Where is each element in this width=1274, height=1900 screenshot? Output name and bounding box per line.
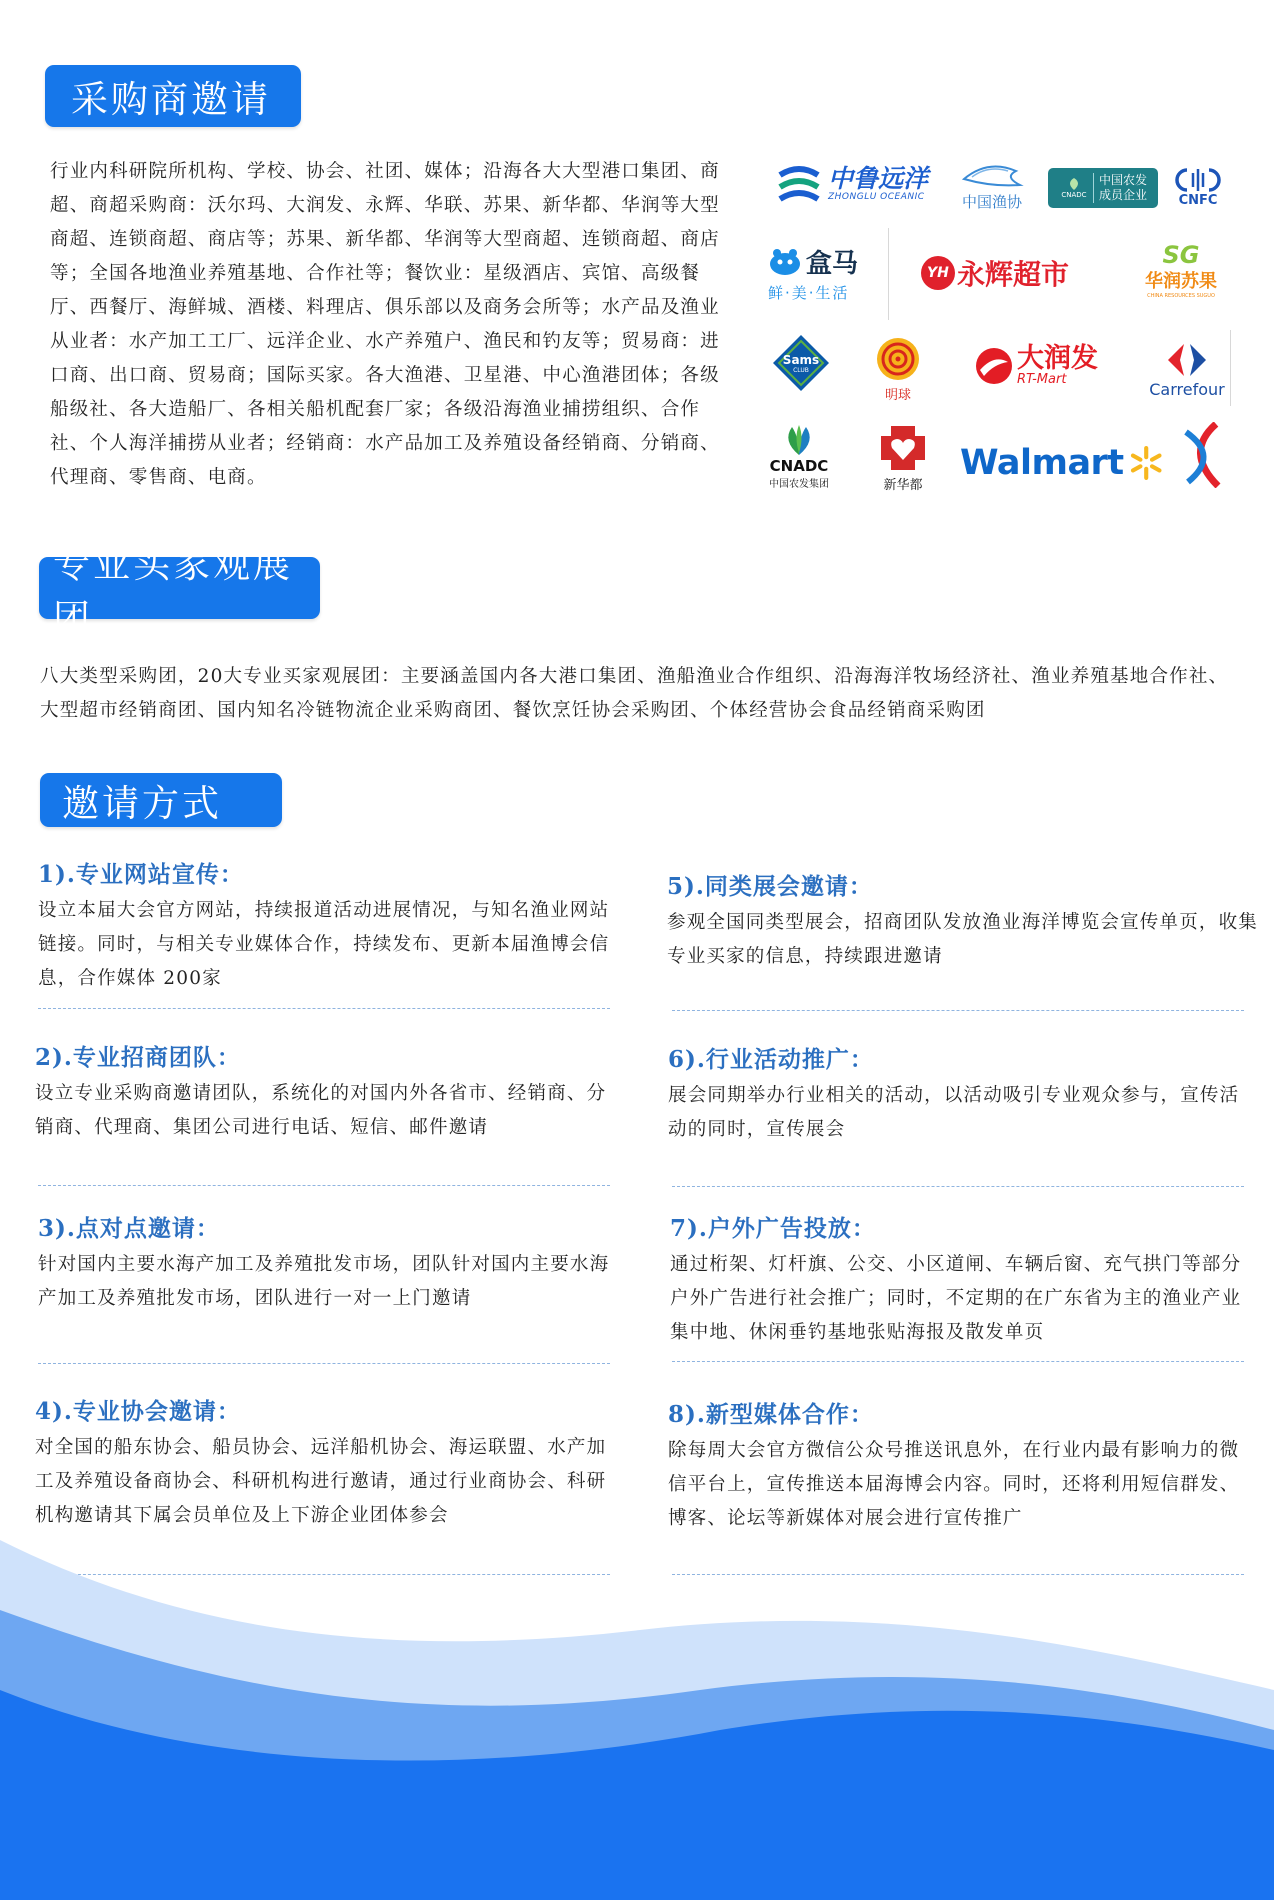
- zhonglu-oceanic-logo: [766, 158, 938, 210]
- method-text: 对全国的船东协会、船员协会、远洋船机协会、海运联盟、水产加工及养殖设备商协会、科研机构进行邀请，通过行业商协会、科研机构邀请其下属会员单位及上下游企业团体参会: [35, 1437, 607, 1526]
- logo-divider: [888, 228, 889, 320]
- method-title: 6).行业活动推广：: [668, 1046, 874, 1073]
- carrefour-logo: [1146, 334, 1228, 404]
- logo-name: CNFC: [1178, 192, 1218, 208]
- divider: [672, 1361, 1244, 1362]
- divider: [672, 1186, 1244, 1187]
- logo-name: 永辉超市: [956, 258, 1069, 291]
- method-item-4: [35, 1397, 615, 1533]
- section-header-invitation-methods: [40, 773, 282, 827]
- method-title: 2).专业招商团队：: [35, 1044, 241, 1071]
- xinhuadu-logo: [872, 422, 934, 494]
- method-title: 5).同类展会邀请：: [667, 873, 873, 900]
- method-title: 8).新型媒体合作：: [668, 1401, 874, 1428]
- method-title: 3).点对点邀请：: [38, 1215, 220, 1242]
- buyer-paragraph: 行业内科研院所机构、学校、协会、社团、媒体；沿海各大大型港口集团、商超、商超采购商：沃尔玛、大润发、永辉、华联、苏果、新华都、华润等大型商超、连锁商超、商店等；苏果、新华都、华润等大型商超、连锁商超、商店等；全国各地渔业养殖基地、合作社等；餐饮业：星级酒店、宾馆、高级餐厅、西餐厅、海鲜城、酒楼、料理店、俱乐部以及商务会所等；水产品及渔业从业者：水产加工工厂、远洋企业、水产养殖户、渔民和钓友等；贸易商：进口商、出口商、贸易商；国际买家。各大渔港、卫星港、中心渔港团体；各级船级社、各大造船厂、各相关船机配套厂家；各级沿海渔业捕捞组织、合作社、个人海洋捕捞从业者；经销商：水产品加工及养殖设备经销商、分销商、代理商、零售商、电商。: [50, 161, 720, 488]
- logo-sub: RT-Mart: [1017, 372, 1067, 387]
- mingqiu-logo: [870, 334, 926, 404]
- logo-name: 中国渔协: [961, 192, 1022, 211]
- logo-name: 明球: [884, 387, 911, 403]
- method-text: 展会同期举办行业相关的活动，以活动吸引专业观众参与，宣传活动的同时，宣传展会: [668, 1085, 1240, 1140]
- decorative-waves: [0, 1540, 1274, 1900]
- section-header-buyer-delegation: [39, 543, 320, 640]
- logo-name: 华润苏果: [1145, 271, 1217, 292]
- cnadc-member-logo: [1048, 168, 1158, 208]
- cnadc-logo: [760, 420, 838, 492]
- logo-sub: ZHONGLU OCEANIC: [827, 192, 925, 202]
- china-fishery-association-logo: [952, 152, 1032, 216]
- section-header-buyer-invitation: [45, 65, 301, 127]
- sams-club-logo: [770, 332, 832, 394]
- divider: [672, 1010, 1244, 1011]
- method-text: 通过桁架、灯杆旗、公交、小区道闸、车辆后窗、充气拱门等部分户外广告进行社会推广；同时，不定期的在广东省为主的渔业产业集中地、休闲垂钓基地张贴海报及散发单页: [670, 1254, 1242, 1343]
- logo-name: CNADC: [769, 456, 829, 475]
- method-item-7: [670, 1214, 1250, 1350]
- leaf-icon: [1066, 177, 1082, 191]
- logo-badge: SG: [1162, 241, 1200, 269]
- logo-name-2: 成员企业: [1098, 188, 1147, 202]
- logo-name: Walmart: [960, 443, 1124, 483]
- method-item-2: [35, 1043, 615, 1145]
- method-title: 4).专业协会邀请：: [35, 1398, 241, 1425]
- section-title: 专业买家观展团: [53, 543, 293, 640]
- divider: [38, 1008, 610, 1009]
- cnfc-mark-icon: [1173, 167, 1223, 193]
- section-title: 采购商邀请: [71, 78, 271, 121]
- xinhuadu-heart-icon: [879, 424, 927, 472]
- yonghui-logo: [915, 250, 1075, 296]
- method-text: 设立本届大会官方网站，持续报道活动进展情况，与知名渔业网站链接。同时，与相关专业媒体合作，持续发布、更新本届渔博会信息，合作媒体 200家: [38, 900, 610, 989]
- logo-name-1: 中国农发: [1098, 173, 1147, 187]
- method-text: 除每周大会官方微信公众号推送讯息外，在行业内最有影响力的微信平台上，宣传推送本届海博会内容。同时，还将利用短信群发、博客、论坛等新媒体对展会进行宣传推广: [668, 1440, 1240, 1529]
- logo-name: 中鲁远洋: [827, 164, 928, 193]
- method-text: 参观全国同类型展会，招商团队发放渔业海洋博览会宣传单页，收集专业买家的信息，持续跟进邀请: [667, 912, 1259, 967]
- logo-name: 大润发: [1017, 343, 1098, 374]
- cnfc-logo: [1168, 162, 1228, 212]
- divider: [38, 1185, 610, 1186]
- delegation-paragraph: 八大类型采购团，20大专业买家观展团：主要涵盖国内各大港口集团、渔船渔业合作组织、沿海海洋牧场经济社、渔业养殖基地合作社、大型超市经销商团、国内知名冷链物流企业采购商团、餐饮烹饪协会采购团、个体经营协会食品经销商采购团: [40, 666, 1229, 721]
- method-text: 设立专业采购商邀请团队，系统化的对国内外各省市、经销商、分销商、代理商、集团公司进行电话、短信、邮件邀请: [35, 1083, 607, 1138]
- walmart-spark-icon: [1128, 441, 1164, 485]
- logo-badge: CNADC: [1061, 191, 1087, 199]
- logo-name-2: CLUB: [793, 366, 809, 374]
- method-text: 针对国内主要水海产加工及养殖批发市场，团队针对国内主要水海产加工及养殖批发市场，团队进行一对一上门邀请: [38, 1254, 610, 1309]
- method-item-6: [668, 1045, 1258, 1147]
- logo-sub: 中国农发集团: [769, 478, 829, 490]
- rt-mart-logo: [968, 340, 1104, 392]
- method-item-8: [668, 1400, 1256, 1536]
- logo-name: 新华都: [883, 477, 923, 493]
- section-title: 邀请方式: [62, 782, 222, 825]
- ribbon-logo: [1176, 420, 1228, 490]
- logo-name-1: Sams: [782, 352, 820, 367]
- zhonglu-wave-icon: [776, 161, 822, 207]
- hippo-icon: [768, 247, 802, 277]
- logo-badge: YH: [921, 256, 955, 290]
- logo-divider: [1230, 330, 1231, 406]
- cnadc-leaf-icon: [780, 423, 818, 457]
- carrefour-c-icon: [1162, 340, 1212, 380]
- method-title: 7).户外广告投放：: [670, 1215, 876, 1242]
- method-title: 1).专业网站宣传：: [38, 861, 244, 888]
- logo-sub: CHINA RESOURCES SUGUO: [1147, 293, 1215, 299]
- hema-logo: [768, 240, 868, 306]
- logo-sub: 鲜·美·生活: [768, 284, 850, 302]
- divider: [38, 1363, 610, 1364]
- walmart-logo: [960, 436, 1164, 490]
- ribbon-x-icon: [1178, 422, 1226, 488]
- mingqiu-circle-icon: [875, 336, 921, 382]
- method-item-1: [38, 860, 618, 996]
- logo-name: 盒马: [806, 249, 859, 279]
- method-item-3: [38, 1214, 618, 1316]
- suguo-logo: [1132, 240, 1230, 302]
- rt-mart-swoosh-icon: [974, 346, 1014, 386]
- method-item-5: [667, 872, 1267, 974]
- fish-icon: [958, 157, 1026, 191]
- logo-name: Carrefour: [1149, 379, 1225, 399]
